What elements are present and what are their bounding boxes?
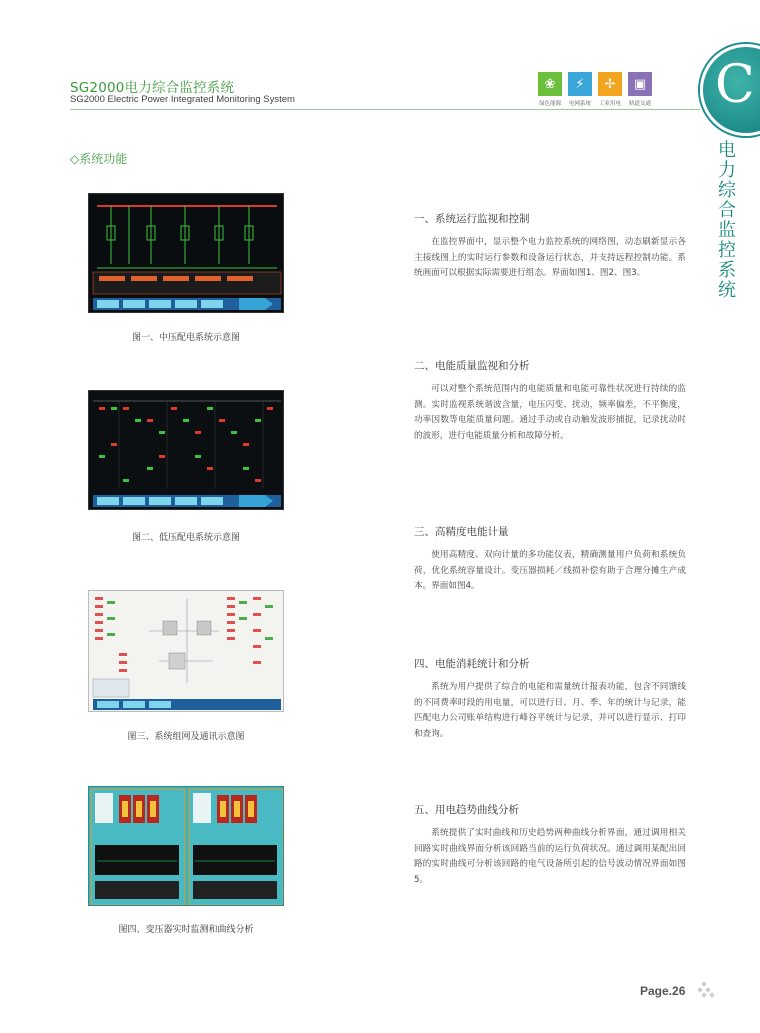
header-divider <box>70 109 700 110</box>
page-corner-ornament-icon <box>696 982 716 998</box>
section-3-title: 三、高精度电能计量 <box>414 526 509 538</box>
document-title: SG2000电力综合监控系统 <box>70 80 235 96</box>
category-green-energy <box>538 72 562 107</box>
figure-1-caption: 图一、中压配电系统示意图 <box>131 333 240 343</box>
category-industry <box>598 72 622 107</box>
figure-3-caption: 图三、系统组网及通讯示意图 <box>127 732 245 742</box>
section-4-body: 系统为用户提供了综合的电能和需量统计报表功能，包含不同馈线的不同费率时段的用电量，可以进行日、月、季、年的统计与记录，能匹配电力公司账单结构进行峰谷平统计与记录，并可以进行显示、打印和查询。 <box>414 682 686 739</box>
figure-2-image <box>88 390 284 510</box>
figure-2-caption: 图二、低压配电系统示意图 <box>131 533 240 543</box>
figure-1-image <box>88 193 284 313</box>
figure-4-image <box>88 786 284 906</box>
section-4 <box>414 656 686 742</box>
category-label: 电网系统 <box>568 101 591 107</box>
category-rail <box>628 72 652 107</box>
section-2-title: 二、电能质量监视和分析 <box>414 360 530 372</box>
section-1 <box>414 211 686 282</box>
transformer-monitor-graphic <box>89 787 284 906</box>
section-heading: ◇系统功能 <box>70 152 128 166</box>
leaf-icon: ❀ <box>538 72 562 96</box>
section-1-body: 在监控界面中，显示整个电力监控系统的网络图，动态刷新显示各主接线图上的实时运行参数和设备运行状态，并支持远程控制功能。系统画面可以根据实际需要进行组态。界面如图1、图2、图3。 <box>414 237 686 278</box>
section-2-body: 可以对整个系统范围内的电能质量和电能可靠性状况进行持续的监测。实时监视系统谐波含量，电压闪变、扰动，频率偏差，不平衡度，功率因数等电能质量问题。通过手动或自动触发波形捕捉，记录扰动时的波形，进行电能质量分析和故障分析。 <box>414 384 686 441</box>
section-5 <box>414 802 686 888</box>
train-icon: ▣ <box>628 72 652 96</box>
section-3 <box>414 524 686 595</box>
mv-diagram-graphic <box>89 194 284 313</box>
network-diagram-graphic <box>89 591 284 712</box>
section-1-title: 一、系统运行监视和控制 <box>414 213 530 225</box>
vertical-chapter-title: 电力综合监控系统 <box>718 140 736 301</box>
section-5-title: 五、用电趋势曲线分析 <box>414 804 519 816</box>
page-number: Page.26 <box>640 984 686 998</box>
category-icons <box>538 72 652 107</box>
chapter-badge <box>700 44 760 136</box>
section-5-body: 系统提供了实时曲线和历史趋势两种曲线分析界面，通过调用相关回路实时曲线界面分析该回路当前的运行负荷状况。通过调用某配出回路的实时曲线可分析该回路的电气设备所引起的信号波动情况界面如图5。 <box>414 828 686 885</box>
section-4-title: 四、电能消耗统计和分析 <box>414 658 530 670</box>
tower-icon: ⚡ <box>568 72 592 96</box>
category-grid <box>568 72 592 107</box>
figure-4-caption: 图四、变压器实时监测和曲线分析 <box>118 925 254 935</box>
section-2 <box>414 358 686 444</box>
figure-3-image <box>88 590 284 712</box>
document-subtitle: SG2000 Electric Power Integrated Monitoring System <box>70 94 295 105</box>
section-3-body: 使用高精度、双向计量的多功能仪表，精确测量用户负荷和系统负荷，优化系统容量设计。变压器损耗／线损补偿有助于合理分摊生产成本。界面如图4。 <box>414 550 686 591</box>
category-label: 工业用电 <box>598 101 621 107</box>
category-label: 轨道交通 <box>628 101 651 107</box>
lv-diagram-graphic <box>89 391 284 510</box>
windmill-icon: ✢ <box>598 72 622 96</box>
chapter-letter: C <box>715 55 755 115</box>
category-label: 绿色能源 <box>538 101 561 107</box>
